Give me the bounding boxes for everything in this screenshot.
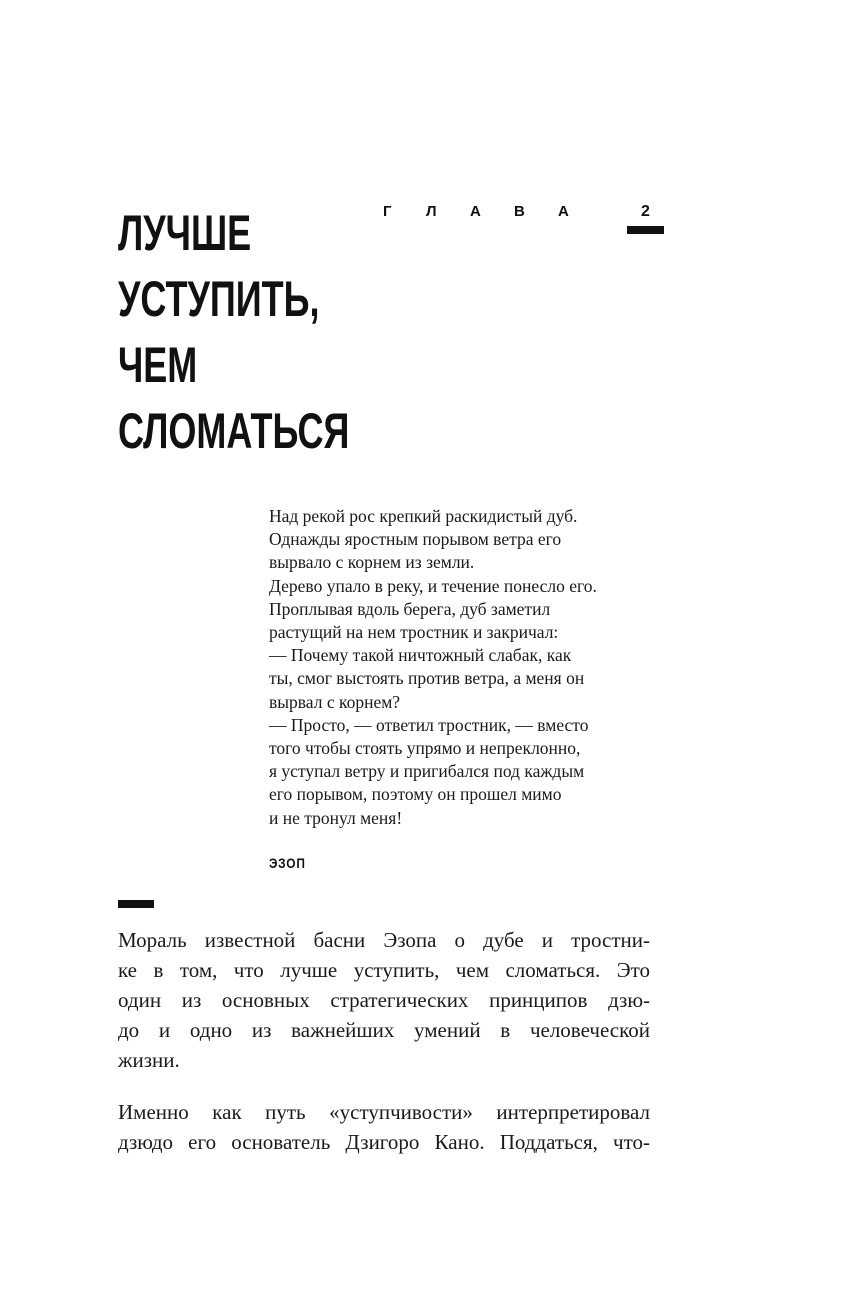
epigraph-line: Однажды яростным порывом ветра его	[269, 529, 562, 550]
chapter-label-letter: Г	[383, 203, 392, 220]
body-line: ке в том, что лучше уступить, чем сломаться. Это	[118, 958, 650, 982]
chapter-number: 2	[641, 203, 650, 220]
chapter-label-letter: А	[470, 203, 481, 220]
body-paragraph	[118, 925, 650, 1075]
body-line: до и одно из важнейших умений в человеческой	[118, 1018, 650, 1042]
epigraph-line: растущий на нем тростник и закричал:	[269, 622, 559, 643]
body-line: один из основных стратегических принципов дзю-	[118, 988, 650, 1012]
epigraph-author: ЭЗОП	[269, 855, 306, 871]
epigraph-line: ты, смог выстоять против ветра, а меня он	[269, 668, 585, 689]
epigraph-line: — Почему такой ничтожный слабак, как	[269, 645, 572, 666]
epigraph-line: я уступал ветру и пригибался под каждым	[269, 761, 585, 782]
epigraph-line: того чтобы стоять упрямо и непреклонно,	[269, 738, 581, 759]
body-line: жизни.	[118, 1048, 180, 1072]
chapter-label-letter: В	[514, 203, 525, 220]
chapter-number-underline	[627, 226, 664, 234]
epigraph-line: его порывом, поэтому он прошел мимо	[269, 784, 562, 805]
chapter-title-line: СЛОМАТЬСЯ	[118, 403, 350, 459]
epigraph-line: вырвал с корнем?	[269, 691, 401, 712]
epigraph	[269, 505, 669, 830]
epigraph-line: и не тронул меня!	[269, 807, 403, 828]
chapter-label-letter: Л	[426, 203, 437, 220]
epigraph-line: — Просто, — ответил тростник, — вместо	[269, 714, 589, 735]
body-line: дзюдо его основатель Дзигоро Кано. Поддаться, что-	[118, 1130, 650, 1154]
chapter-title-line: ЧЕМ	[118, 337, 198, 393]
chapter-title-line: ЛУЧШЕ	[118, 205, 252, 261]
epigraph-line: Над рекой рос крепкий раскидистый дуб.	[269, 506, 578, 526]
body-line: Мораль известной басни Эзопа о дубе и тростни-	[118, 928, 650, 952]
chapter-title	[118, 200, 349, 464]
epigraph-line: вырвало с корнем из земли.	[269, 552, 475, 573]
chapter-label-letter: А	[558, 203, 569, 220]
epigraph-line: Дерево упало в реку, и течение понесло его.	[269, 575, 597, 596]
chapter-title-line: УСТУПИТЬ,	[118, 271, 320, 327]
epigraph-line: Проплывая вдоль берега, дуб заметил	[269, 598, 551, 619]
section-divider-bar	[118, 900, 154, 908]
body-paragraph	[118, 1097, 650, 1157]
body-line: Именно как путь «уступчивости» интерпретировал	[118, 1100, 650, 1124]
